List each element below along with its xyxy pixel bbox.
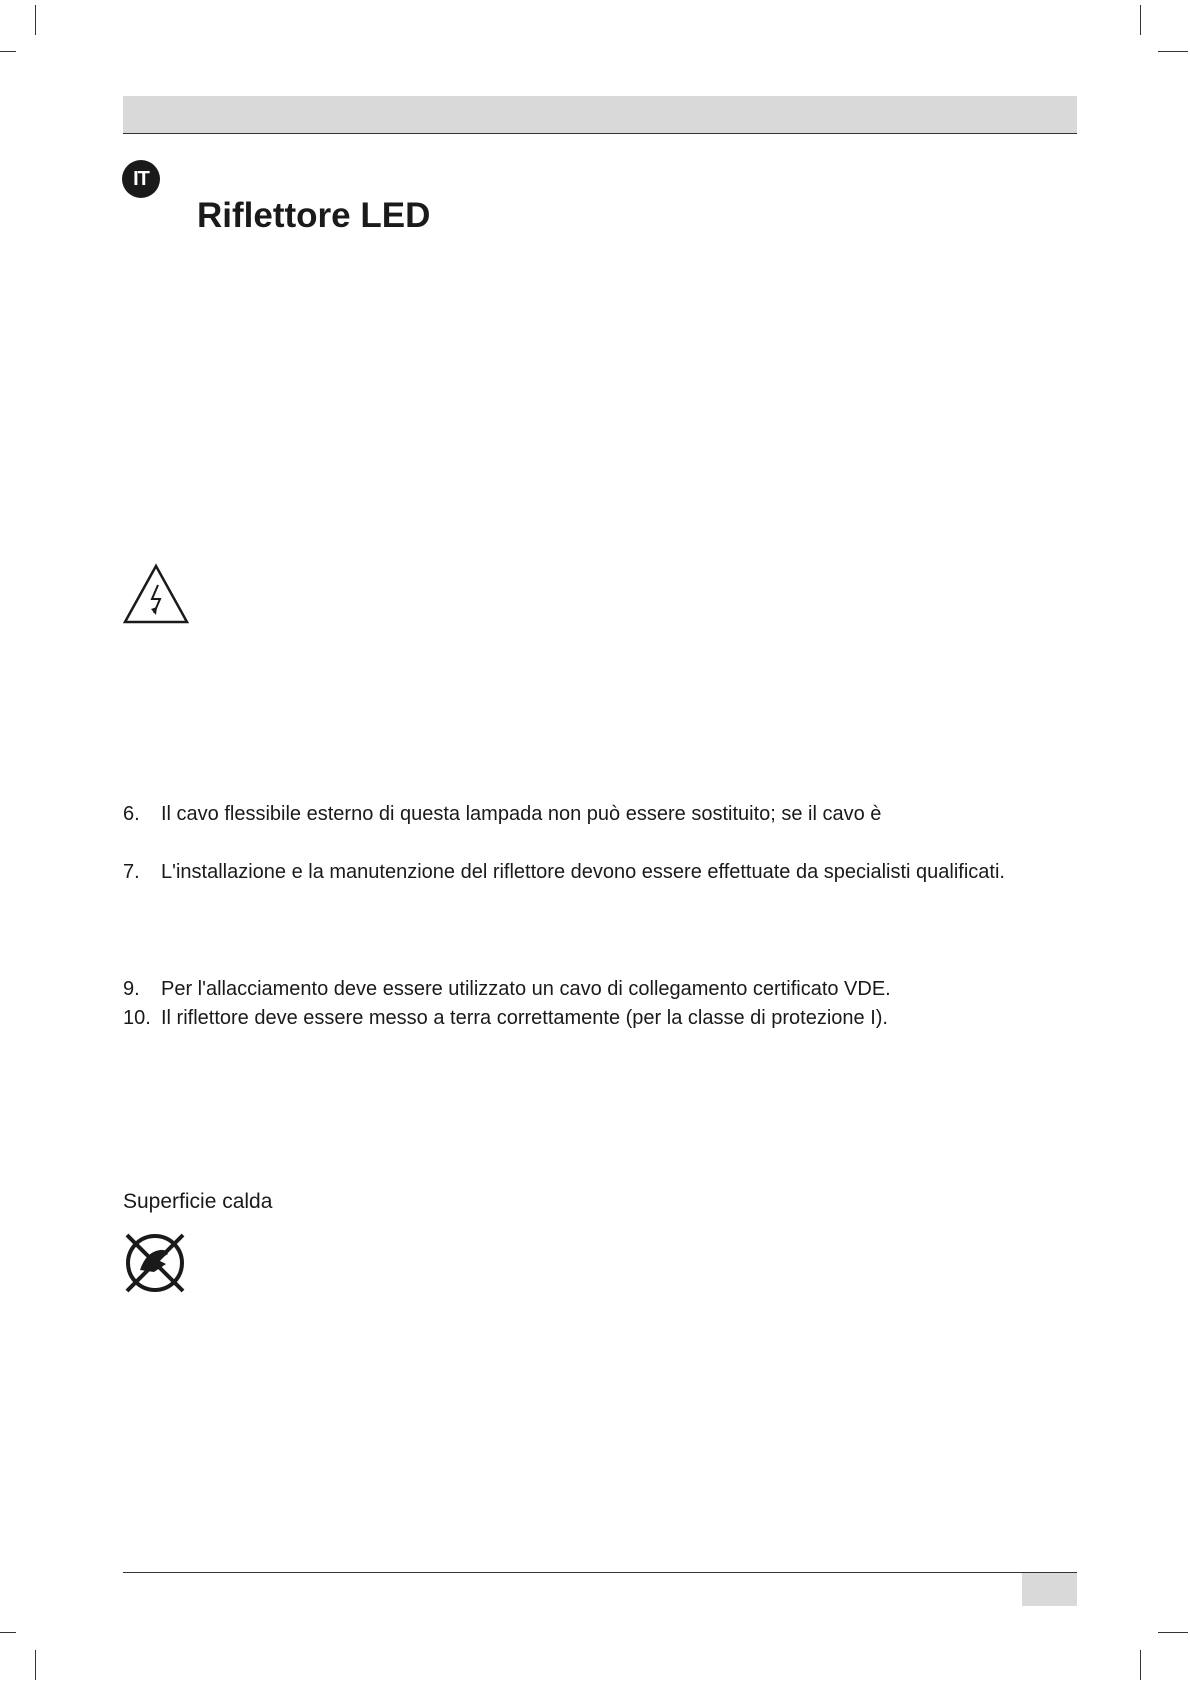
- list-text: L'installazione e la manutenzione del riflettore devono essere effettuate da specialisti qualificati.: [161, 861, 1005, 883]
- crop-mark: [1140, 1650, 1141, 1680]
- list-text: Il riflettore deve essere messo a terra correttamente (per la classe di protezione I).: [161, 1007, 888, 1029]
- crop-mark: [1158, 51, 1188, 52]
- language-badge: IT: [122, 160, 160, 198]
- list-number: 6.: [123, 803, 140, 825]
- list-item: [123, 1004, 1023, 1033]
- hot-surface-caption: Superficie calda: [123, 1190, 273, 1213]
- list-number: 10.: [123, 1007, 151, 1029]
- crop-mark: [35, 1650, 36, 1680]
- header-bar: [123, 96, 1077, 134]
- crop-mark: [1140, 5, 1141, 35]
- list-text: Il cavo flessibile esterno di questa lampada non può essere sostituito; se il cavo è: [161, 803, 882, 825]
- list-item: [123, 858, 1023, 887]
- list-number: 7.: [123, 861, 140, 883]
- crop-mark: [0, 1632, 16, 1633]
- list-text: Per l'allacciamento deve essere utilizzato un cavo di collegamento certificato VDE.: [161, 978, 891, 1000]
- electric-shock-warning-icon: [122, 563, 190, 625]
- page-title: Riflettore LED: [197, 196, 431, 235]
- list-number: 9.: [123, 978, 140, 1000]
- list-item: [123, 800, 1023, 829]
- list-item: [123, 975, 1023, 1004]
- crop-mark: [35, 5, 36, 35]
- crop-mark: [0, 51, 16, 52]
- footer-line: [123, 1572, 1077, 1573]
- hot-surface-do-not-touch-icon: [122, 1230, 188, 1296]
- crop-mark: [1158, 1632, 1188, 1633]
- page-number-tab: [1022, 1573, 1077, 1606]
